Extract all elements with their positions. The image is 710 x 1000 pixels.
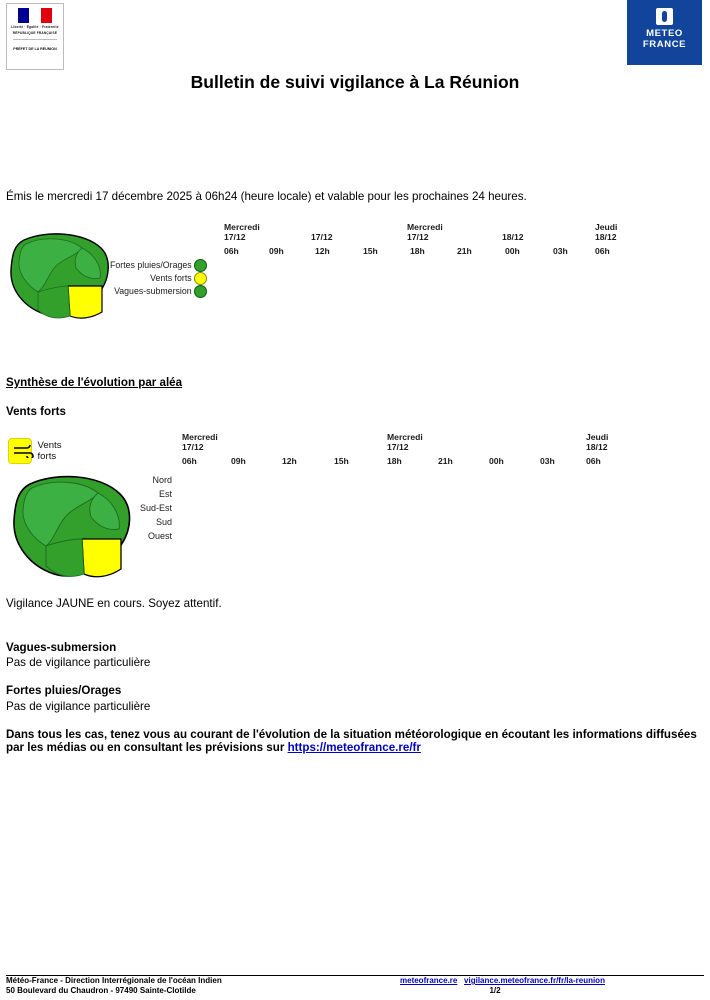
severity-badge-green	[194, 259, 207, 272]
timeline-cell	[188, 515, 189, 529]
footer-organisation	[6, 976, 222, 996]
waves-text: Pas de vigilance particulière	[6, 656, 151, 669]
summary-hour-6: 00h	[505, 246, 520, 256]
wind-hour-5: 21h	[438, 456, 453, 466]
summary-timeline-header	[224, 220, 618, 256]
waves-heading: Vagues-submersion	[6, 641, 117, 654]
page-number: 1/2	[489, 986, 501, 995]
footer-org-line1: Météo-France - Direction Interrégionale de l'océan Indien	[6, 976, 222, 985]
republique-francaise-logo	[6, 3, 64, 70]
meteo-france-logo	[627, 0, 702, 65]
summary-day-0: Mercredi 17/12	[224, 222, 260, 242]
wind-legend-label: Vents forts	[37, 440, 62, 462]
meteo-france-line1: METEO	[646, 28, 683, 39]
timeline-cell	[222, 272, 223, 285]
footer-links	[400, 976, 605, 996]
advice-line-1: Dans tous les cas, tenez vous au courant de l'évolution de la situation météorologique en écoutant les informations	[6, 728, 643, 741]
severity-badge-green	[194, 285, 207, 298]
row-label: Nord	[152, 474, 173, 485]
summary-hour-7: 03h	[553, 246, 568, 256]
wind-hour-2: 12h	[282, 456, 297, 466]
footer-link-meteofrance[interactable]: meteofrance.re	[400, 976, 458, 985]
table-row	[110, 272, 223, 285]
footer-link-vigilance[interactable]: vigilance.meteofrance.fr/fr/la-reunion	[464, 976, 605, 985]
summary-timeline-table	[110, 258, 224, 298]
synthesis-heading: Synthèse de l'évolution par aléa	[6, 376, 183, 389]
advice-line-2: diffusées par les médias ou en consultant les prévisions sur	[6, 728, 697, 754]
reunion-island-map-summary	[6, 228, 116, 328]
wind-hour-3: 15h	[334, 456, 349, 466]
summary-day-4: Jeudi 18/12	[595, 222, 618, 242]
footer-org-line2: 50 Boulevard du Chaudron - 97490 Sainte-Clotilde	[6, 986, 196, 995]
rain-heading: Fortes pluies/Orages	[6, 684, 122, 697]
rain-text: Pas de vigilance particulière	[6, 700, 151, 713]
republic-motto: Liberté · Égalité · Fraternité	[11, 25, 59, 29]
summary-hour-5: 21h	[457, 246, 472, 256]
timeline-cell	[188, 529, 189, 543]
wind-hour-4: 18h	[387, 456, 402, 466]
severity-badge-yellow	[194, 272, 207, 285]
row-label: Ouest	[148, 530, 173, 541]
table-row	[140, 501, 189, 515]
table-row	[140, 515, 189, 529]
issue-statement: Émis le mercredi 17 décembre 2025 à 06h24 (heure locale) et valable pour les prochaines 24 heures.	[6, 190, 527, 203]
wind-timeline-header	[182, 430, 609, 466]
summary-hour-8: 06h	[595, 246, 610, 256]
summary-hour-3: 15h	[363, 246, 378, 256]
row-label: Vagues-submersion	[110, 285, 207, 298]
summary-hour-1: 09h	[269, 246, 284, 256]
summary-hour-2: 12h	[315, 246, 330, 256]
summary-day-3: 18/12	[502, 232, 524, 242]
reunion-island-map-wind	[8, 468, 138, 593]
row-label: Sud	[156, 516, 173, 527]
strong-wind-icon	[8, 438, 32, 464]
timeline-cell	[222, 285, 223, 298]
table-row	[140, 473, 189, 487]
table-row	[140, 487, 189, 501]
wind-timeline-table	[140, 472, 189, 543]
timeline-cell	[188, 501, 189, 515]
meteo-france-mark-icon	[656, 8, 673, 25]
row-label: Fortes pluies/Orages	[110, 259, 207, 272]
page-title: Bulletin de suivi vigilance à La Réunion	[190, 72, 520, 92]
timeline-cell	[188, 473, 189, 487]
summary-hour-0: 06h	[224, 246, 239, 256]
meteo-france-line2: FRANCE	[642, 39, 687, 50]
table-row	[140, 529, 189, 543]
timeline-cell	[222, 259, 223, 272]
wind-rows	[140, 472, 189, 543]
wind-day-0: Mercredi 17/12	[182, 432, 218, 452]
wind-hour-6: 00h	[489, 456, 504, 466]
logo-divider	[13, 39, 57, 40]
wind-hour-1: 09h	[231, 456, 246, 466]
wind-hour-7: 03h	[540, 456, 555, 466]
summary-day-1: 17/12	[311, 232, 333, 242]
row-label: Est	[159, 488, 173, 499]
row-label: Sud-Est	[140, 502, 173, 513]
table-row	[110, 259, 223, 272]
summary-hour-4: 18h	[410, 246, 425, 256]
wind-day-2: Jeudi 18/12	[586, 432, 609, 452]
summary-day-2: Mercredi 17/12	[407, 222, 443, 242]
summary-rows	[110, 258, 224, 298]
table-row	[110, 285, 223, 298]
wind-legend	[8, 438, 70, 464]
row-label: Vents forts	[110, 272, 207, 285]
wind-swirl-glyph	[13, 445, 37, 458]
republic-name: RÉPUBLIQUE FRANÇAISE	[12, 31, 58, 36]
prefecture-label: PRÉFET DE LA RÉUNION	[13, 46, 57, 51]
timeline-cell	[188, 487, 189, 501]
wind-status-text: Vigilance JAUNE en cours. Soyez attentif.	[6, 597, 222, 610]
wind-day-1: Mercredi 17/12	[387, 432, 423, 452]
wind-hour-0: 06h	[182, 456, 197, 466]
wind-heading: Vents forts	[6, 405, 66, 418]
french-flag-icon	[18, 8, 52, 23]
wind-hour-8: 06h	[586, 456, 601, 466]
meteofrance-link[interactable]: https://meteofrance.re/fr	[287, 741, 421, 754]
advice-paragraph	[6, 728, 704, 754]
